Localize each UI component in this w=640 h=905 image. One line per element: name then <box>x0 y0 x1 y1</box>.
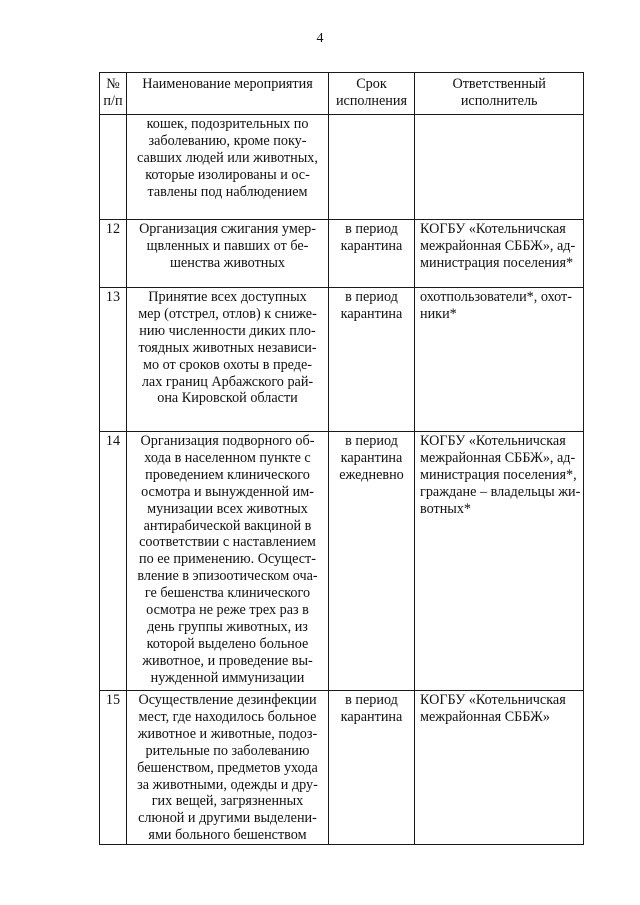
cell-text-line: за животными, одежды и дру- <box>137 776 318 793</box>
header-responsible <box>415 73 584 115</box>
cell-text-line: вотных* <box>420 500 472 517</box>
cell-text-line: заболеванию, кроме поку- <box>148 132 307 149</box>
deadline-cell <box>329 288 415 432</box>
cell-text-line: карантина <box>340 708 403 725</box>
cell-text-line: Ответственный <box>452 76 546 92</box>
measure-name-cell <box>127 115 329 220</box>
responsible-cell <box>415 115 584 220</box>
header-deadline <box>329 73 415 115</box>
cell-text-line: кошек, подозрительных по <box>146 116 309 132</box>
cell-text-line: день группы животных, из <box>147 618 308 635</box>
cell-text-line: тавлены под наблюдением <box>147 183 308 200</box>
cell-text-line: ями больного бешенством <box>148 827 307 844</box>
cell-text-line: ежедневно <box>339 466 404 483</box>
measure-name-cell <box>127 288 329 432</box>
row-number-cell: 13 <box>100 288 127 432</box>
row-number-cell: 14 <box>100 432 127 691</box>
cell-text-line: карантина <box>340 449 403 466</box>
cell-text-line: в период <box>345 221 398 237</box>
cell-text-line: животное, и проведение вы- <box>142 652 313 669</box>
cell-text-line: в период <box>345 433 398 449</box>
cell-text-line: п/п <box>103 92 123 109</box>
cell-text-line: в период <box>345 692 398 708</box>
cell-text-line: министрация поселения* <box>420 254 574 271</box>
measures-table <box>99 72 584 845</box>
cell-text-line: осмотра и вынужденной им- <box>141 483 314 500</box>
cell-text-line: КОГБУ «Котельничская <box>420 433 566 449</box>
cell-text-line: которой выделено больное <box>146 635 309 652</box>
cell-text-line: слюной и другими выделени- <box>138 810 317 827</box>
cell-text-line: которые изолированы и ос- <box>145 166 310 183</box>
measure-name-cell <box>127 432 329 691</box>
cell-text-line: она Кировской области <box>157 390 298 407</box>
cell-text-line: министрация поселения*, <box>420 466 577 483</box>
cell-text-line: нию численности диких пло- <box>139 322 316 339</box>
cell-text-line: бешенством, предметов ухода <box>137 759 318 776</box>
cell-text-line: мунизации всех животных <box>147 500 308 517</box>
table-row <box>100 288 584 432</box>
measure-name-cell <box>127 220 329 288</box>
cell-text-line: лах границ Арбажского рай- <box>141 373 314 390</box>
cell-text-line: Наименование мероприятия <box>142 76 313 92</box>
cell-text-line: мест, где находилось больное <box>138 708 317 725</box>
cell-text-line: межрайонная СББЖ» <box>420 708 550 725</box>
cell-text-line: проведением клинического <box>145 466 310 483</box>
cell-text-line: граждане – владельцы жи- <box>420 483 581 500</box>
cell-text-line: исполнения <box>335 92 408 109</box>
responsible-cell <box>415 432 584 691</box>
cell-text-line: № <box>106 76 120 92</box>
cell-text-line: антирабической вакциной в <box>143 517 312 534</box>
row-number-cell: 15 <box>100 691 127 845</box>
cell-text-line: Осуществление дезинфекции <box>138 692 317 708</box>
cell-text-line: шенства животных <box>170 254 285 271</box>
deadline-cell <box>329 220 415 288</box>
cell-text-line: в период <box>345 289 398 305</box>
table-row <box>100 691 584 845</box>
header-measure-name <box>127 73 329 115</box>
cell-text-line: Принятие всех доступных <box>148 289 307 305</box>
cell-text-line: ники* <box>420 305 457 322</box>
table-row <box>100 115 584 220</box>
cell-text-line: карантина <box>340 237 403 254</box>
responsible-cell <box>415 691 584 845</box>
cell-text-line: Срок <box>356 76 387 92</box>
page-number: 4 <box>316 31 324 46</box>
header-number <box>100 73 127 115</box>
cell-text-line: КОГБУ «Котельничская <box>420 221 566 237</box>
cell-text-line: нужденной иммунизации <box>150 669 305 686</box>
table-row <box>100 432 584 691</box>
cell-text-line: по ее применению. Осущест- <box>139 551 316 568</box>
cell-text-line: животное и животные, подоз- <box>137 725 318 742</box>
cell-text-line: охотпользователи*, охот- <box>420 289 572 305</box>
table-header-row <box>100 73 584 115</box>
cell-text-line: мер (отстрел, отлов) к сниже- <box>138 305 317 322</box>
cell-text-line: рительные по заболеванию <box>145 742 310 759</box>
deadline-cell <box>329 691 415 845</box>
table-row <box>100 220 584 288</box>
cell-text-line: савших людей или животных, <box>137 149 318 166</box>
cell-text-line: межрайонная СББЖ», ад- <box>420 449 576 466</box>
cell-text-line: мо от сроков охоты в преде- <box>142 356 313 373</box>
cell-text-line: КОГБУ «Котельничская <box>420 692 566 708</box>
row-number-cell: 12 <box>100 220 127 288</box>
deadline-cell <box>329 115 415 220</box>
responsible-cell <box>415 288 584 432</box>
cell-text-line: исполнитель <box>460 92 538 109</box>
cell-text-line: щвленных и павших от бе- <box>146 237 309 254</box>
cell-text-line: Организация подворного об- <box>140 433 315 449</box>
cell-text-line: тоядных животных независи- <box>138 339 317 356</box>
cell-text-line: гих вещей, загрязненных <box>151 793 304 810</box>
measure-name-cell <box>127 691 329 845</box>
row-number-cell <box>100 115 127 220</box>
cell-text-line: карантина <box>340 305 403 322</box>
cell-text-line: соответствии с наставлением <box>139 534 316 551</box>
responsible-cell <box>415 220 584 288</box>
cell-text-line: осмотра не реже трех раз в <box>146 602 309 619</box>
deadline-cell <box>329 432 415 691</box>
cell-text-line: межрайонная СББЖ», ад- <box>420 237 576 254</box>
cell-text-line: хода в населенном пункте с <box>144 449 311 466</box>
cell-text-line: вление в эпизоотическом оча- <box>137 568 318 585</box>
cell-text-line: Организация сжигания умер- <box>139 221 316 237</box>
cell-text-line: ге бешенства клинического <box>144 585 311 602</box>
